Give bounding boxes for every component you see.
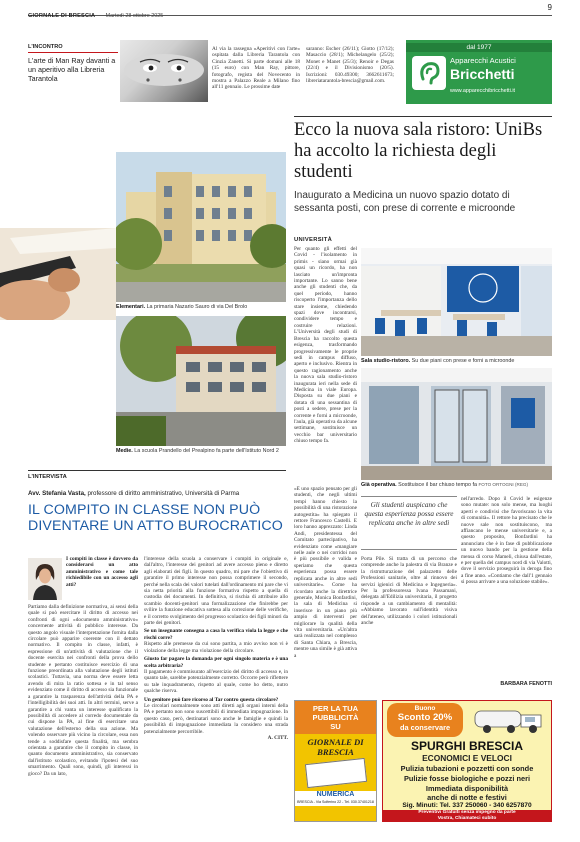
ad-gdb-contact: BRESCIA - Via Solferino 22 - Tel. 030.37401218 <box>295 798 376 806</box>
article-rule <box>294 116 552 117</box>
ad-bricchetti-since: dal 1977 <box>406 43 552 52</box>
study-room-photo <box>361 248 552 356</box>
interview-lead-question: I compiti in classe è davvero da considerarsi un atto amministrativo e come tale richiedibile con un accesso agli atti? <box>66 556 138 588</box>
interview-signature: A. CITT. <box>267 734 288 741</box>
caption-bar-text: Sostituisce il bar chiuso tempo fa <box>398 482 477 488</box>
pull-quote-text: Gli studenti auspicano che questa esperienza possa essere replicata anche in altre sedi <box>364 501 454 527</box>
caption-study-room-text: Su due piani con prese e forni a microonde <box>411 358 515 364</box>
spurghi-line3: Immediata disponibilità <box>425 784 509 793</box>
spurghi-line2: Pulizie fosse biologiche e pozzi neri <box>403 774 531 783</box>
article-headline: Ecco la nuova sala ristoro: UniBs ha accolto la richiesta degli studenti <box>294 120 543 182</box>
ad-bricchetti-line1: Apparecchi Acustici <box>450 56 516 65</box>
discount-badge-line3: da conservare <box>399 723 451 732</box>
spurghi-line4: anche di notte e festivi <box>427 793 507 802</box>
ad-gdb-sub: NUMERICA <box>295 791 376 798</box>
ad-bricchetti <box>406 40 552 104</box>
spurghi-footer-line1: Preventivi Gratuiti senza impegno da parte <box>418 810 516 815</box>
photo-credit: FOTO ORTOGNI (REG) <box>478 482 528 487</box>
interview-q3: Giusto far pagare la domanda per ogni singolo materia e è una scelta arbitraria? <box>144 656 288 669</box>
pull-quote <box>361 496 457 550</box>
article-body-col3: Porta Pile. Si tratta di un percorso che comprende anche la palestra di via Branze e la ristrutturazione del palazzetto delle Professioni sanitarie, oltre al rinnovo dei servizi igienici di Medicina e Ingegneria». Per la professoressa Ivana Passamani, delegata all'Edilizia universitaria, il progetto risponde a un cambiamento di mentalità: «Abbiamo lavorato sull'identità visiva dell'ateneo, utilizzando i colori istituzionali anche <box>361 556 457 627</box>
caption-elementary-bold: Elementari. <box>116 304 146 310</box>
article-author: BARBARA FENOTTI <box>500 681 552 687</box>
interview-tag: L'INTERVISTA <box>28 470 286 480</box>
page-header <box>28 3 552 19</box>
spurghi-sub: ECONOMICI E VELOCI <box>422 753 512 763</box>
interviewee-portrait <box>28 558 62 600</box>
caption-bar <box>361 482 552 488</box>
interview-a4: Le circolari normalmente sono atti diretti agli organi interni della PA e pertanto non sono suscettibili di immediata impugnazione. In questo caso, però, destinatari sono anche le famiglie e quindi la possibilità di impugnazione immediata la considero una strada potenzialmente percorribile. <box>144 702 288 735</box>
interview-text-col2 <box>144 556 288 836</box>
discount-badge-line1: Buono <box>414 705 436 712</box>
caption-study-room-bold: Sala studio-ristoro. <box>361 358 411 364</box>
discount-badge-line2: Sconto 20% <box>397 712 453 723</box>
interview-q4: Un genitore può fare ricorso al Tar contro questa circolare? <box>144 696 279 703</box>
ad-gdb-logo: GIORNALE DI BRESCIA <box>307 737 364 757</box>
incontro-tag: L'INCONTRO <box>28 44 118 53</box>
ad-gdb <box>294 700 377 822</box>
bar-photo <box>361 368 552 480</box>
interview-byline-role: professore di diritto amministrativo, Università di Parma <box>87 490 240 497</box>
hands-photo <box>0 228 116 320</box>
caption-bar-bold: Già operativa. <box>361 482 397 488</box>
ad-bricchetti-brand: Bricchetti <box>450 66 515 82</box>
ad-bricchetti-url: www.apparecchibricchetti.it <box>450 88 516 94</box>
section-label: UNIVERSITÀ <box>294 237 333 243</box>
caption-elementary-text: La primaria Nazario Sauro di via Del Brolo <box>146 304 248 310</box>
caption-middle-text: La scuola Prandello del Prealpino fa parte dell'Istituto Nord 2 <box>134 448 279 454</box>
truck-icon <box>473 705 549 735</box>
incontro-text-col1: Al via la rassegna «Aperitivi con l'arte» ospitata dalla Libreria Tarantola con Cinzia Zanetti. Si parte domani alle 18 (15 euro) con Man Ray, pittore, fotografo, regista del Novecento in mostra a Palazzo Reale a Milano fino all'11 gennaio. Le prossime date <box>212 46 300 91</box>
spurghi-title: SPURGHI BRESCIA <box>410 739 523 753</box>
article-subhead: Inaugurato a Medicina un nuovo spazio dotato di sessanta posti, con prese di corrente e microonde <box>294 190 516 214</box>
caption-elementary <box>116 304 286 310</box>
caption-middle <box>116 448 291 454</box>
interview-headline: IL COMPITO IN CLASSE NON PUÒ DIVENTARE UN ATTO BUROCRATICO <box>28 502 283 534</box>
school-photo-middle <box>116 316 286 446</box>
ad-gdb-line1: PER LA TUA <box>295 701 376 713</box>
ear-logo-icon <box>412 56 446 90</box>
ad-spurghi <box>382 700 552 822</box>
ad-gdb-line3: SU <box>295 722 376 734</box>
interview-a2: Rispetto alle premesse da cui sono partita, a mio avviso non vi è violazione della legge ma violazione della circolare. <box>144 641 288 654</box>
caption-study-room <box>361 358 552 364</box>
spurghi-footer-line2: Vostra, Chiamateci subito <box>437 816 497 821</box>
school-photo-elementary <box>116 152 286 302</box>
incontro-box <box>28 44 118 99</box>
spurghi-footer <box>383 810 551 822</box>
discount-badge <box>387 703 463 737</box>
interview-byline <box>28 490 286 497</box>
interview-q2: Se un insegnante consegna a casa la verifica viola la legge e che rischi corre? <box>144 628 288 641</box>
article-body-col1: Per quanto gli effetti del Covid - l'isolamento in primis - siano ormai già quasi un ricordo, ha non lasciato un'impronta importante. Lo sanno bene anche gli studenti che, da quel periodo, hanno riscoperto l'importanza dello stare insieme, chiedendo spazi dove incontrarsi, condividere tempo e costruire relazioni. L'Università degli studi di Brescia ha raccolto questa esigenza, trasformando progressivamente le proprie sedi in campus diffuso, aperto e inclusivo. Rientra in questo ragionamento anche la nuova sala studio-ristoro inaugurata ieri nella sede di Medicina in viale Europa. Disposta su due piani e dotata di una sessantina di posti a sedere, prese per la corrente e forni a microonde, l'aula, già operativa da alcune settimane, sostituisce un vecchio bar universitario chiuso tempo fa. <box>294 246 357 445</box>
incontro-text-col2: saranno: Escher (26/11); Giotto (17/12); Masaccio (28/1); Michelangelo (25/2); Monet e Manet (25/3); Renoir e Degas (22/4) e il Divisionismo (20/5). Iscrizioni: 030.49300; 3662611673; libreriatarantola-brescia@gmail.com. <box>306 46 394 85</box>
newspaper-stack-icon <box>304 758 366 788</box>
interview-byline-name: Avv. Stefania Vasta, <box>28 490 86 497</box>
spurghi-phone: Sig. Minuti: Tel. 337 250060 - 340 6257870 <box>402 802 532 809</box>
interview-col2-text: l'interesse della scuola a conservare i compiti in originale e, dall'altro, l'interesse dei genitori ad avere accesso pieno e diretto agli elaborati dei figli. In questo quadro, mi pare che l'obiettivo di garantire il primo interesse non possa comprimere il secondo, perché nella scala dei valori tutelati dall'ordinamento mi pare che vi sia netta priorità alla funzione formativa rispetto a quella di custodia dei documenti. In definitiva, si rischia di attribuire allo scambio docenti-genitori una formalizzazione che finirebbe per svilire la funzione educativa sottesa alla correzione delle verifiche, e il corretto svolgimento del progresso scolastico dei figli minori da parte dei genitori. <box>144 556 288 627</box>
ad-gdb-line2: PUBBLICITÀ <box>295 713 376 722</box>
page-number: 9 <box>547 3 552 12</box>
incontro-title: L'arte di Man Ray davanti a un aperitivo alla Libreria Tarantola <box>28 56 116 83</box>
caption-middle-bold: Medie. <box>116 448 133 454</box>
issue-date: Martedì 28 ottobre 2025 <box>105 13 164 19</box>
article-body-col4: nell'arredo. Dopo il Covid le esigenze sono mutate: non solo mense, ma luoghi aperti e condivisi che favoriscano la vita di comunità». Il rettore ha precisato che le nuove sale non sostituiscono, ma affiancano le mense universitarie e, a questo proposito, Bonfardini ha annunciato che è in fase di pubblicazione un nuovo bando per la gestione della mensa di corso Mameli, chiusa dall'estate, e per quella del campus nord di via Valotti, dove il servizio proseguirà in deroga fino a fine anno. «Contiamo che dall'1 gennaio si possa arrivare a una soluzione stabile». <box>461 496 552 586</box>
interview-text-col1: Partiamo dalla definizione normativa, ai sensi della quale si può esercitare il diritto di accesso nei confronti di ogni «documento amministrativo» concernente attività di pubblico interesse. Da questo angolo visuale l'interpretazione fornita dalla circolare può apparire coerente con il dettato normativo. Il compito in classe, infatti, è espressione di un'attività di valutazione che il docente esercita nei confronti della prova dello studente e pertanto costituisce esercizio di una funzione preordinata alla valutazione degli istituti scolastici. Tuttavia, una norma deve essere letta avendo di mira la ratio sottesa e in tal senso evidenziato come il diritto di accesso sia funzionale a garantire la trasparenza dell'attività della PA e l'intelligibilità dei suoi atti. In altri termini, serve a garantire a chi vanta un interesse qualificato la possibilità di accedere al corredo documentale da cui dispone la PA, al fine di esercitare una valutazione dell'esterno della sua azione. Ma volendo osservare più vicino la circolare, essa non tende a soddisfare questa finalità, ma sembra orientata a garantire che il compito in classe, in quanto documento amministrativo, sia conservato dall'istituto scolastico, evitando l'ipotesi del suo smarrimento. Quali sono, quindi, gli interessi in gioco? Da un lato, <box>28 604 138 777</box>
article-body-col2: «È uno spazio pensato per gli studenti, che negli ultimi tempi hanno chiesto la possibilità di una ristorazione autogestita» ha spiegato il rettore Francesco Castelli. E loro hanno apprezzato: Linda Andi, presidentessa del Comitato partecipativo, ha evidenziato come «mangiare nelle aule o nei corridoi non è più possibile e valida e speriamo che questa esperienza possa essere replicata anche in altre sedi universitarie». Come ha ricordato anche la direttrice generale, Monica Bonfardini, la sala di Medicina si inserisce in un piano più ampio di interventi per migliorare la qualità della vita universitaria. «Un'altra sarà realizzata nel complesso di Santa Chiara, a Brescia, mentre una simile è già attiva a <box>294 486 357 659</box>
interview-a3: Il pagamento è commisurato all'esercizio del diritto di accesso e, in quanto tale, sarebbe potenzialmente corretto. Occorre però riflettere su tale inquadramento, rispetto al quale, come ho detto, nutro qualche riserva. <box>144 668 288 695</box>
newspaper-name: GIORNALE DI BRESCIA <box>28 13 96 19</box>
spurghi-line1: Pulizia tubazioni e pozzetti con sonde <box>400 764 534 773</box>
incontro-photo <box>120 40 208 102</box>
